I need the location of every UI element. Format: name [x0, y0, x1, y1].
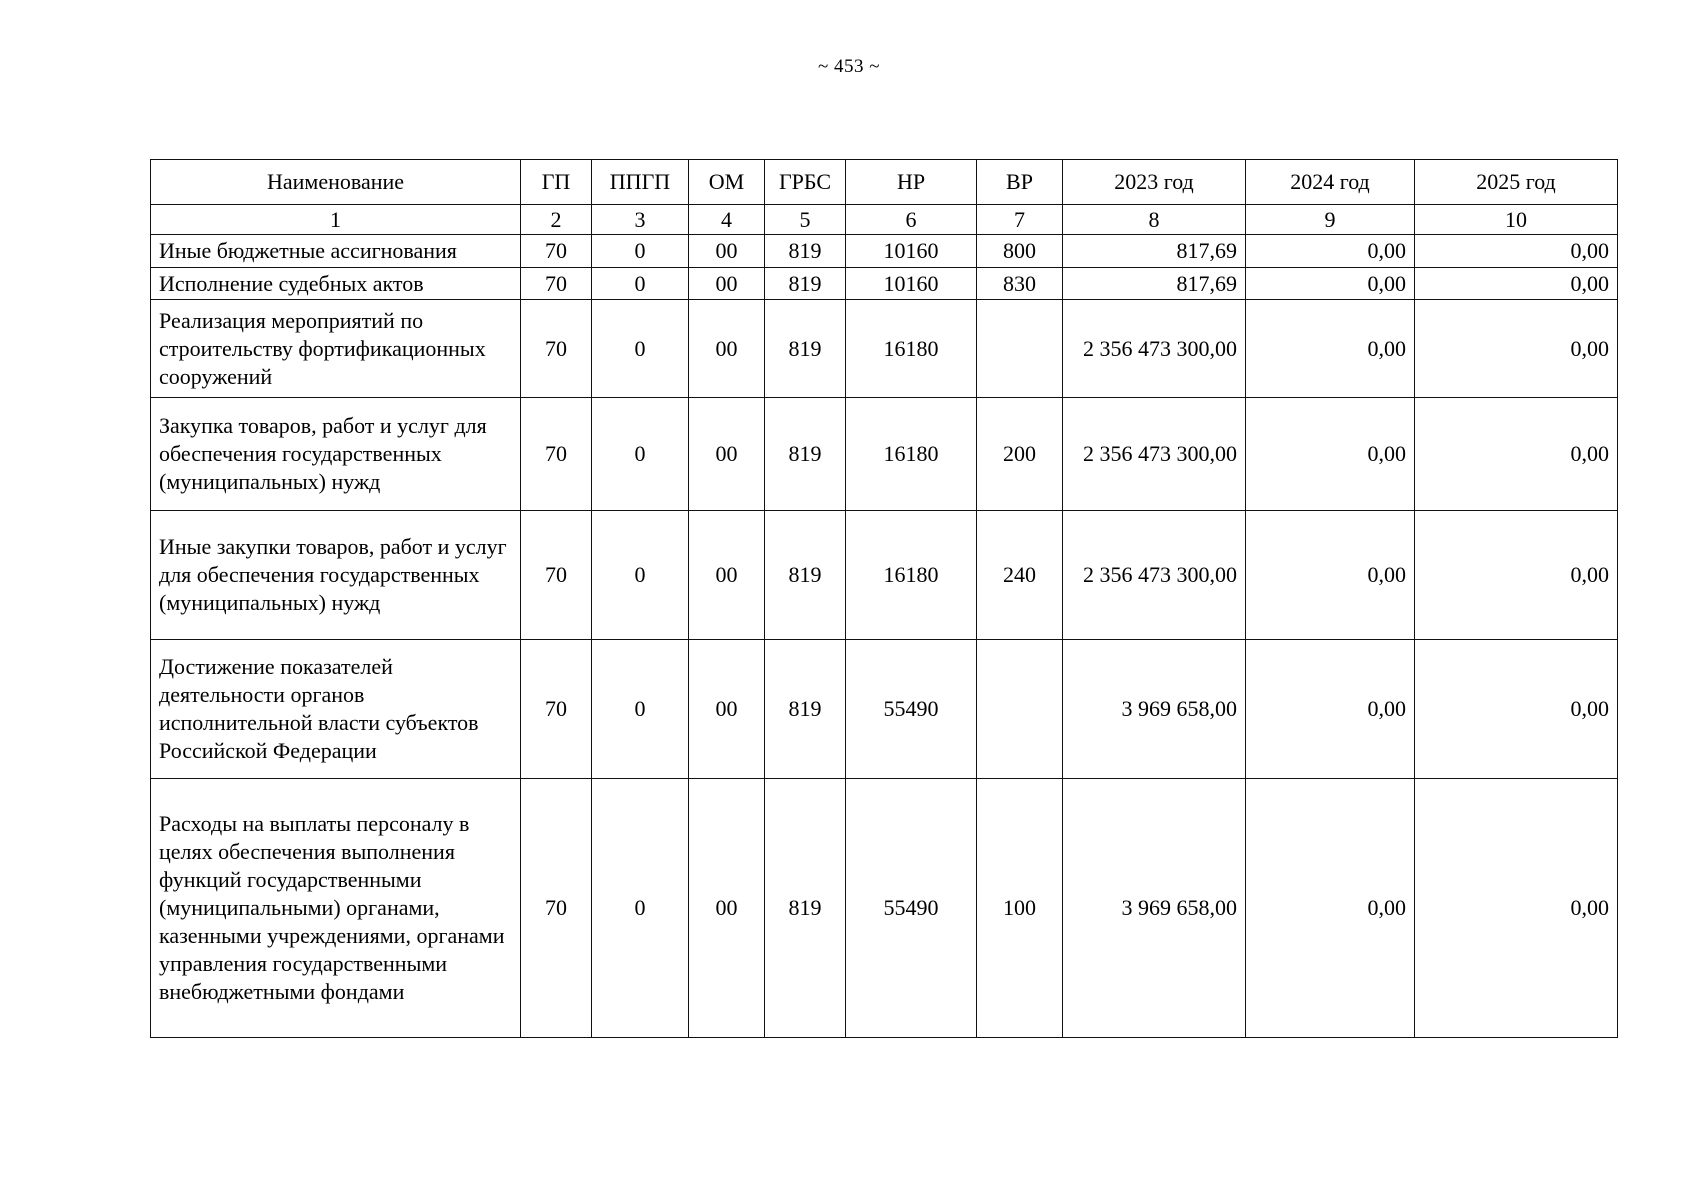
- column-number: 1: [151, 205, 521, 235]
- column-number: 2: [521, 205, 592, 235]
- column-number: 7: [977, 205, 1063, 235]
- cell-nr: 55490: [846, 779, 977, 1038]
- page-number: ~ 453 ~: [817, 56, 881, 77]
- cell-2023: 817,69: [1063, 235, 1246, 268]
- cell-2025: 0,00: [1415, 300, 1618, 398]
- header-cell-name: Наименование: [151, 160, 521, 205]
- cell-grbs: 819: [765, 511, 846, 640]
- column-number: 5: [765, 205, 846, 235]
- cell-2023: 817,69: [1063, 268, 1246, 300]
- cell-gp: 70: [521, 779, 592, 1038]
- cell-2025: 0,00: [1415, 268, 1618, 300]
- cell-2023: 2 356 473 300,00: [1063, 300, 1246, 398]
- cell-vr: 240: [977, 511, 1063, 640]
- column-number: 10: [1415, 205, 1618, 235]
- cell-2023: 2 356 473 300,00: [1063, 398, 1246, 511]
- row-name: Иные бюджетные ассигнования: [151, 235, 521, 268]
- column-number-row: [151, 205, 1618, 235]
- cell-2024: 0,00: [1246, 235, 1415, 268]
- table-row: [151, 779, 1618, 1038]
- header-cell-nr: НР: [846, 160, 977, 205]
- table-row: [151, 235, 1618, 268]
- header-cell-vr: ВР: [977, 160, 1063, 205]
- cell-grbs: 819: [765, 235, 846, 268]
- cell-om: 00: [689, 511, 765, 640]
- cell-ppgp: 0: [592, 779, 689, 1038]
- cell-2025: 0,00: [1415, 779, 1618, 1038]
- column-number: 8: [1063, 205, 1246, 235]
- cell-grbs: 819: [765, 268, 846, 300]
- cell-grbs: 819: [765, 300, 846, 398]
- cell-gp: 70: [521, 235, 592, 268]
- column-number: 6: [846, 205, 977, 235]
- cell-nr: 16180: [846, 511, 977, 640]
- cell-om: 00: [689, 398, 765, 511]
- table-row: [151, 511, 1618, 640]
- column-number: 4: [689, 205, 765, 235]
- header-cell-om: ОМ: [689, 160, 765, 205]
- row-name: Иные закупки товаров, работ и услуг для обеспечения государственных (муниципальных) нужд: [151, 511, 521, 640]
- cell-2023: 2 356 473 300,00: [1063, 511, 1246, 640]
- row-name: Расходы на выплаты персоналу в целях обеспечения выполнения функций государственными (муниципальными) органами, казенными учреждениями, органами управления государственными внебюджетными фондами: [151, 779, 521, 1038]
- cell-2025: 0,00: [1415, 235, 1618, 268]
- table-row: [151, 300, 1618, 398]
- cell-vr: 830: [977, 268, 1063, 300]
- row-name: Исполнение судебных актов: [151, 268, 521, 300]
- header-cell-ppgp: ППГП: [592, 160, 689, 205]
- cell-2024: 0,00: [1246, 640, 1415, 779]
- cell-grbs: 819: [765, 640, 846, 779]
- cell-vr: [977, 300, 1063, 398]
- cell-om: 00: [689, 779, 765, 1038]
- budget-table: [150, 159, 1618, 1038]
- cell-ppgp: 0: [592, 511, 689, 640]
- header-cell-2025: 2025 год: [1415, 160, 1618, 205]
- cell-ppgp: 0: [592, 640, 689, 779]
- cell-2025: 0,00: [1415, 640, 1618, 779]
- row-name: Достижение показателей деятельности органов исполнительной власти субъектов Российской Федерации: [151, 640, 521, 779]
- cell-2025: 0,00: [1415, 511, 1618, 640]
- header-cell-2023: 2023 год: [1063, 160, 1246, 205]
- column-number: 9: [1246, 205, 1415, 235]
- cell-gp: 70: [521, 300, 592, 398]
- cell-grbs: 819: [765, 398, 846, 511]
- cell-nr: 55490: [846, 640, 977, 779]
- header-cell-2024: 2024 год: [1246, 160, 1415, 205]
- cell-nr: 16180: [846, 398, 977, 511]
- cell-2024: 0,00: [1246, 779, 1415, 1038]
- cell-ppgp: 0: [592, 268, 689, 300]
- table-row: [151, 398, 1618, 511]
- cell-vr: 100: [977, 779, 1063, 1038]
- cell-gp: 70: [521, 640, 592, 779]
- table-row: [151, 640, 1618, 779]
- cell-vr: 200: [977, 398, 1063, 511]
- table-row: [151, 268, 1618, 300]
- cell-vr: [977, 640, 1063, 779]
- row-name: Закупка товаров, работ и услуг для обеспечения государственных (муниципальных) нужд: [151, 398, 521, 511]
- header-cell-grbs: ГРБС: [765, 160, 846, 205]
- cell-grbs: 819: [765, 779, 846, 1038]
- cell-om: 00: [689, 235, 765, 268]
- header-cell-gp: ГП: [521, 160, 592, 205]
- cell-gp: 70: [521, 398, 592, 511]
- cell-2025: 0,00: [1415, 398, 1618, 511]
- cell-2024: 0,00: [1246, 300, 1415, 398]
- cell-ppgp: 0: [592, 398, 689, 511]
- row-name: Реализация мероприятий по строительству фортификационных сооружений: [151, 300, 521, 398]
- cell-2023: 3 969 658,00: [1063, 779, 1246, 1038]
- cell-nr: 16180: [846, 300, 977, 398]
- cell-nr: 10160: [846, 235, 977, 268]
- cell-vr: 800: [977, 235, 1063, 268]
- cell-gp: 70: [521, 268, 592, 300]
- cell-ppgp: 0: [592, 300, 689, 398]
- cell-gp: 70: [521, 511, 592, 640]
- cell-om: 00: [689, 268, 765, 300]
- cell-om: 00: [689, 640, 765, 779]
- cell-2024: 0,00: [1246, 511, 1415, 640]
- cell-2024: 0,00: [1246, 398, 1415, 511]
- cell-ppgp: 0: [592, 235, 689, 268]
- column-number: 3: [592, 205, 689, 235]
- cell-2024: 0,00: [1246, 268, 1415, 300]
- header-row: [151, 160, 1618, 205]
- cell-2023: 3 969 658,00: [1063, 640, 1246, 779]
- cell-om: 00: [689, 300, 765, 398]
- cell-nr: 10160: [846, 268, 977, 300]
